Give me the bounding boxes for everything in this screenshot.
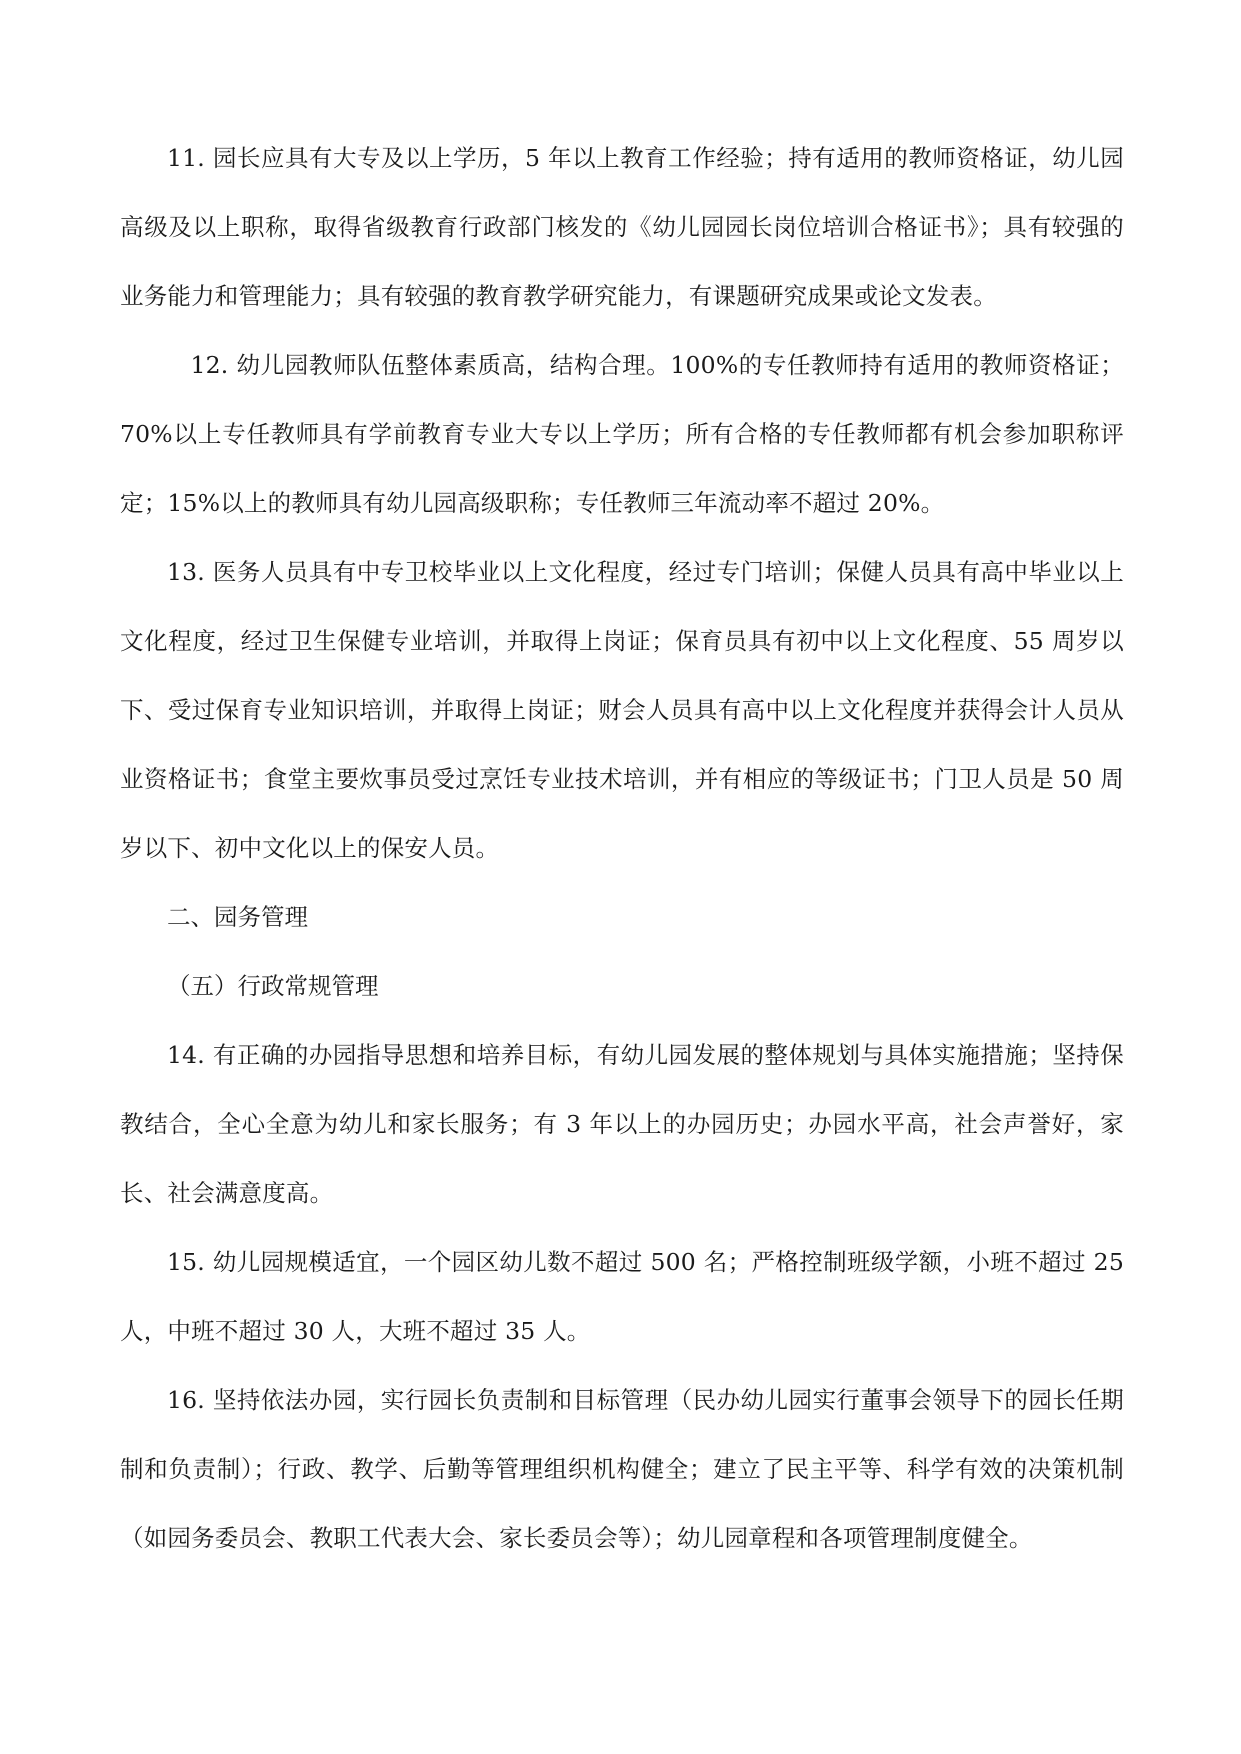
paragraph-12: 12. 幼儿园教师队伍整体素质高，结构合理。100%的专任教师持有适用的教师资格证；70%以上专任教师具有学前教育专业大专以上学历；所有合格的专任教师都有机会参加职称评定；15%以上的教师具有幼儿园高级职称；专任教师三年流动率不超过 20%。 [120, 351, 1124, 517]
section-heading-yuanwu-guanli: 二、园务管理 [167, 903, 308, 931]
paragraph-13: 13. 医务人员具有中专卫校毕业以上文化程度，经过专门培训；保健人员具有高中毕业以上文化程度，经过卫生保健专业培训，并取得上岗证；保育员具有初中以上文化程度、55 周岁以下、受过保育专业知识培训，并取得上岗证；财会人员具有高中以上文化程度并获得会计人员从业资格证书；食堂主要炊事员受过烹饪专业技术培训，并有相应的等级证书；门卫人员是 50 周岁以下、初中文化以上的保安人员。 [120, 558, 1124, 862]
paragraph-14: 14. 有正确的办园指导思想和培养目标，有幼儿园发展的整体规划与具体实施措施；坚持保教结合，全心全意为幼儿和家长服务；有 3 年以上的办园历史；办园水平高，社会声誉好，家长、社会满意度高。 [120, 1041, 1124, 1207]
paragraph-15: 15. 幼儿园规模适宜，一个园区幼儿数不超过 500 名；严格控制班级学额，小班不超过 25 人，中班不超过 30 人，大班不超过 35 人。 [120, 1248, 1124, 1345]
paragraph-16: 16. 坚持依法办园，实行园长负责制和目标管理（民办幼儿园实行董事会领导下的园长任期制和负责制）；行政、教学、后勤等管理组织机构健全；建立了民主平等、科学有效的决策机制（如园务委员会、教职工代表大会、家长委员会等）；幼儿园章程和各项管理制度健全。 [120, 1386, 1124, 1552]
document-body [120, 124, 1124, 1573]
paragraph-11: 11. 园长应具有大专及以上学历，5 年以上教育工作经验；持有适用的教师资格证，幼儿园高级及以上职称，取得省级教育行政部门核发的《幼儿园园长岗位培训合格证书》；具有较强的业务能力和管理能力；具有较强的教育教学研究能力，有课题研究成果或论文发表。 [120, 144, 1124, 310]
subsection-heading-xingzheng-changgui: （五）行政常规管理 [167, 972, 379, 1000]
